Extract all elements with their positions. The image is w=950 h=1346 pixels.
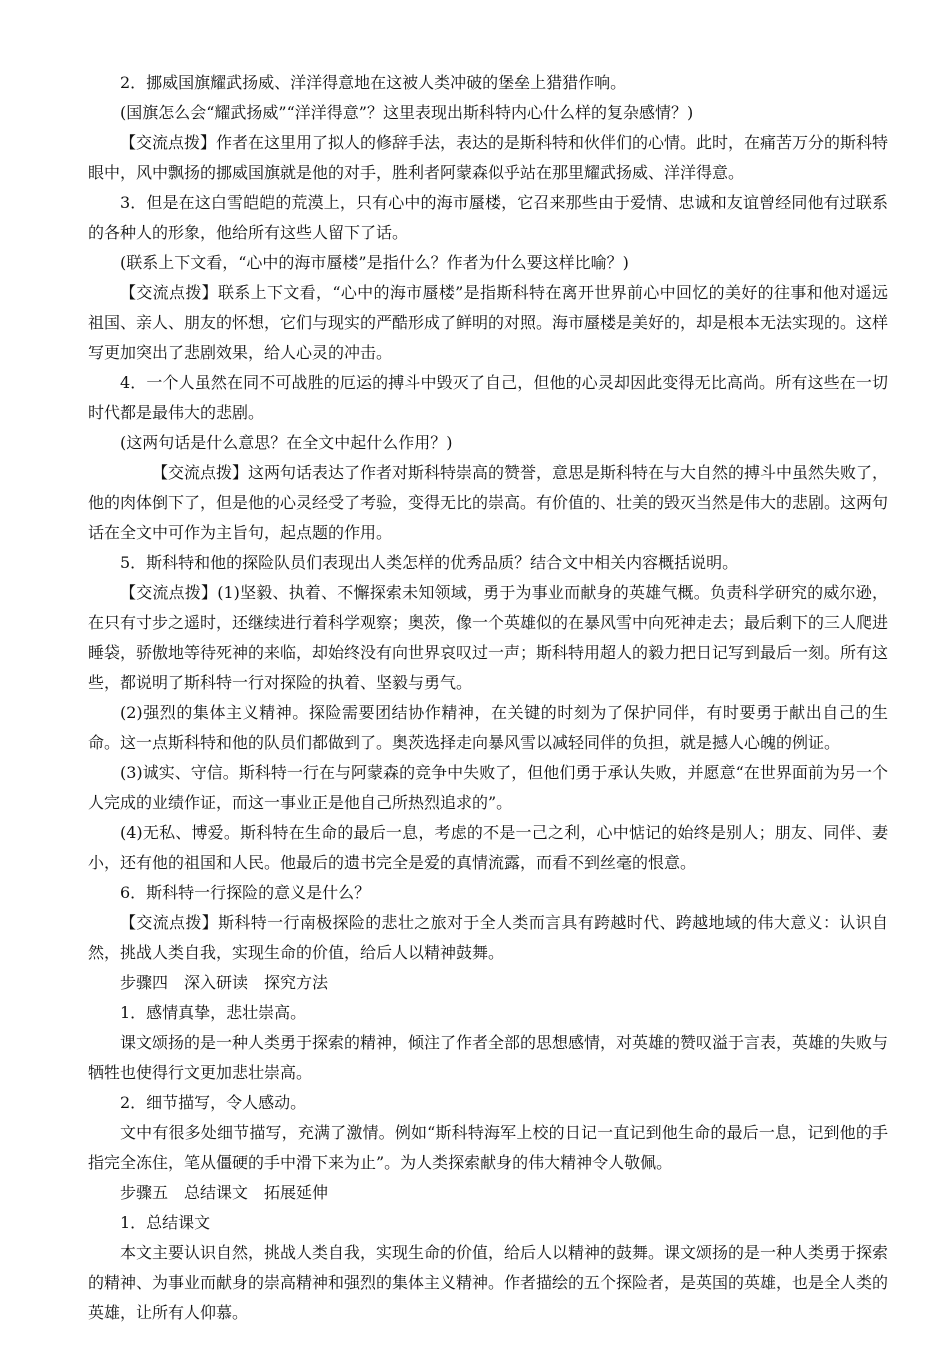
paragraph-q6: 6．斯科特一行探险的意义是什么？ <box>120 883 371 902</box>
paragraph-q2-answer: 【交流点拨】作者在这里用了拟人的修辞手法，表达的是斯科特和伙伴们的心情。此时，在痛苦万分的斯科特眼中，风中飘扬的挪威国旗就是他的对手，胜利者阿蒙森似乎站在那里耀武扬威、洋洋得意。 <box>88 133 889 182</box>
section-heading-step5: 步骤五 总结课文 拓展延伸 <box>120 1183 329 1202</box>
paragraph-q2-prompt: (国旗怎么会“耀武扬威”“洋洋得意”？这里表现出斯科特内心什么样的复杂感情？) <box>120 103 694 122</box>
paragraph-step4-point1: 1．感情真挚，悲壮崇高。 <box>120 1003 307 1022</box>
paragraph-q4: 4．一个人虽然在同不可战胜的厄运的搏斗中毁灭了自己，但他的心灵却因此变得无比高尚。所有这些在一切时代都是最伟大的悲剧。 <box>88 373 888 422</box>
paragraph-q3-prompt: (联系上下文看，“心中的海市蜃楼”是指什么？作者为什么要这样比喻？) <box>120 253 629 272</box>
section-heading-step4: 步骤四 深入研读 探究方法 <box>120 973 329 992</box>
paragraph-q5-answer-3: (3)诚实、守信。斯科特一行在与阿蒙森的竞争中失败了，但他们勇于承认失败，并愿意“在世界面前为另一个人完成的业绩作证，而这一事业正是他自己所热烈追求的”。 <box>88 763 888 812</box>
paragraph-step5-point1: 1．总结课文 <box>120 1213 211 1232</box>
paragraph-q2: 2．挪威国旗耀武扬威、洋洋得意地在这被人类冲破的堡垒上猎猎作响。 <box>120 73 627 92</box>
paragraph-step5-point1-body: 本文主要认识自然，挑战人类自我，实现生命的价值，给后人以精神的鼓舞。课文颂扬的是一种人类勇于探索的精神、为事业而献身的崇高精神和强烈的集体主义精神。作者描绘的五个探险者，是英国的英雄，也是全人类的英雄，让所有人仰慕。 <box>88 1243 889 1322</box>
paragraph-step4-point2: 2．细节描写，令人感动。 <box>120 1093 307 1112</box>
paragraph-q4-answer: 【交流点拨】这两句话表达了作者对斯科特崇高的赞誉，意思是斯科特在与大自然的搏斗中虽然失败了，他的肉体倒下了，但是他的心灵经受了考验，变得无比的崇高。有价值的、壮美的毁灭当然是伟大的悲剧。这两句话在全文中可作为主旨句，起点题的作用。 <box>88 463 889 542</box>
paragraph-q4-prompt: (这两句话是什么意思？在全文中起什么作用？) <box>120 433 453 452</box>
paragraph-q3-answer: 【交流点拨】联系上下文看，“心中的海市蜃楼”是指斯科特在离开世界前心中回忆的美好的往事和他对遥远祖国、亲人、朋友的怀想，它们与现实的严酷形成了鲜明的对照。海市蜃楼是美好的，却是根本无法实现的。这样写更加突出了悲剧效果，给人心灵的冲击。 <box>88 283 889 362</box>
paragraph-q5: 5．斯科特和他的探险队员们表现出人类怎样的优秀品质？结合文中相关内容概括说明。 <box>120 553 739 572</box>
paragraph-q6-answer: 【交流点拨】斯科特一行南极探险的悲壮之旅对于全人类而言具有跨越时代、跨越地域的伟大意义：认识自然，挑战人类自我，实现生命的价值，给后人以精神鼓舞。 <box>88 913 888 962</box>
paragraph-q5-answer-4: (4)无私、博爱。斯科特在生命的最后一息，考虑的不是一己之利，心中惦记的始终是别人；朋友、同伴、妻小，还有他的祖国和人民。他最后的遗书完全是爱的真情流露，而看不到丝毫的恨意。 <box>88 823 888 872</box>
paragraph-q5-answer-2: (2)强烈的集体主义精神。探险需要团结协作精神，在关键的时刻为了保护同伴，有时要勇于献出自己的生命。这一点斯科特和他的队员们都做到了。奥茨选择走向暴风雪以减轻同伴的负担，就是撼人心魄的例证。 <box>88 703 888 752</box>
paragraph-step4-point1-body: 课文颂扬的是一种人类勇于探索的精神，倾注了作者全部的思想感情，对英雄的赞叹溢于言表，英雄的失败与牺牲也使得行文更加悲壮崇高。 <box>88 1033 889 1082</box>
paragraph-step4-point2-body: 文中有很多处细节描写，充满了激情。例如“斯科特海军上校的日记一直记到他生命的最后一息，记到他的手指完全冻住，笔从僵硬的手中滑下来为止”。为人类探索献身的伟大精神令人敬佩。 <box>88 1123 888 1172</box>
paragraph-q5-answer-1: 【交流点拨】(1)坚毅、执着、不懈探索未知领域，勇于为事业而献身的英雄气概。负责科学研究的威尔逊，在只有寸步之遥时，还继续进行着科学观察；奥茨，像一个英雄似的在暴风雪中向死神走去；最后剩下的三人爬进睡袋，骄傲地等待死神的来临，却始终没有向世界哀叹过一声；斯科特用超人的毅力把日记写到最后一刻。所有这些，都说明了斯科特一行对探险的执着、坚毅与勇气。 <box>88 583 889 692</box>
paragraph-q3: 3．但是在这白雪皑皑的荒漠上，只有心中的海市蜃楼，它召来那些由于爱情、忠诚和友谊曾经同他有过联系的各种人的形象，他给所有这些人留下了话。 <box>88 193 888 242</box>
